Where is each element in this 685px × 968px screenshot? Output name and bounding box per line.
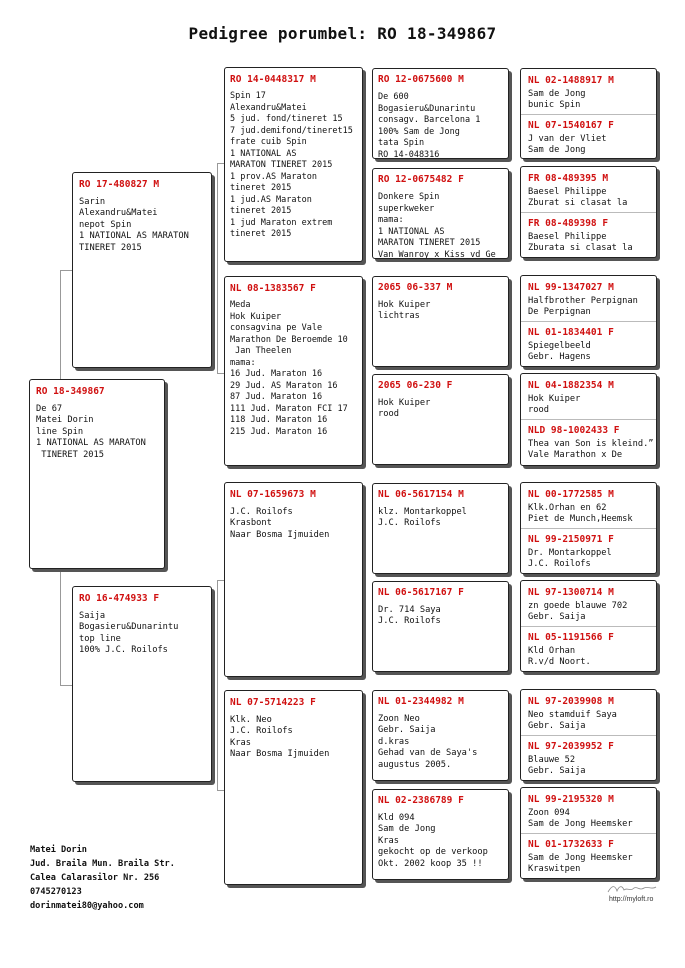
connector-line [217, 790, 224, 791]
gen4-id: NLD 98-1002433 F [528, 425, 620, 436]
great-grandparent-card[interactable] [372, 483, 509, 574]
gen4-id: NL 97-1300714 M [528, 587, 614, 598]
connector-line [217, 373, 224, 374]
grandparent-card[interactable] [224, 482, 363, 677]
gen4-id: NL 97-2039908 M [528, 696, 614, 707]
owner-name: Matei Dorin [30, 845, 87, 855]
great-grandparent-id: RO 12-0675600 M [378, 74, 464, 85]
gen4-card[interactable] [520, 689, 657, 781]
grandparent-card[interactable] [224, 276, 363, 466]
sire-text: Sarin Alexandru&Matei nepot Spin 1 NATIONAL AS MARATON TINERET 2015 [79, 197, 189, 253]
gen4-text: Thea van Son is kleind.” Vale Marathon x De [528, 439, 654, 461]
great-grandparent-id: NL 02-2386789 F [378, 795, 464, 806]
gen4-text: Sam de Jong bunic Spin [528, 89, 586, 111]
gen4-text: Baesel Philippe Zburat si clasat la [528, 187, 628, 209]
great-grandparent-card[interactable] [372, 168, 509, 259]
great-grandparent-id: NL 01-2344982 M [378, 696, 464, 707]
sire-card[interactable] [72, 172, 212, 368]
great-grandparent-text: Hok Kuiper rood [378, 398, 431, 420]
gen4-card[interactable] [520, 166, 657, 258]
gen4-id: NL 05-1191566 F [528, 632, 614, 643]
owner-address-line1: Jud. Braila Mun. Braila Str. [30, 859, 175, 869]
owner-contact [30, 843, 175, 913]
gen4-text: Sam de Jong Heemsker Kraswitpen [528, 853, 633, 875]
great-grandparent-card[interactable] [372, 68, 509, 159]
gen4-id: NL 99-2150971 F [528, 534, 614, 545]
subject-id: RO 18-349867 [36, 386, 105, 397]
gen4-id: NL 00-1772585 M [528, 489, 614, 500]
great-grandparent-text: Hok Kuiper lichtras [378, 300, 431, 322]
gen4-text: Halfbrother Perpignan De Perpignan [528, 296, 638, 318]
gen4-text: Spiegelbeeld Gebr. Hagens [528, 341, 591, 363]
gen4-id: NL 01-1834401 F [528, 327, 614, 338]
owner-phone: 0745270123 [30, 887, 82, 897]
gen4-id: NL 04-1882354 M [528, 380, 614, 391]
great-grandparent-text: klz. Montarkoppel J.C. Roilofs [378, 507, 467, 529]
great-grandparent-card[interactable] [372, 789, 509, 880]
great-grandparent-text: Dr. 714 Saya J.C. Roilofs [378, 605, 441, 627]
subject-text: De 67 Matei Dorin line Spin 1 NATIONAL AS MARATON TINERET 2015 [36, 404, 146, 460]
connector-line [60, 685, 72, 686]
gen4-id: NL 07-1540167 F [528, 120, 614, 131]
gen4-text: Dr. Montarkoppel J.C. Roilofs [528, 548, 612, 570]
gen4-card[interactable] [520, 787, 657, 879]
great-grandparent-text: Donkere Spin superkweker mama: 1 NATIONAL AS MARATON TINERET 2015 Van Wanroy x Kiss vd Ge [378, 192, 496, 259]
connector-line [217, 580, 224, 581]
page-title: Pedigree porumbel: RO 18-349867 [188, 24, 497, 43]
owner-address-line2: Calea Calarasilor Nr. 256 [30, 873, 160, 883]
great-grandparent-id: 2065 06-337 M [378, 282, 453, 293]
great-grandparent-id: NL 06-5617154 M [378, 489, 464, 500]
gen4-text: Klk.Orhan en 62 Piet de Munch,Heemsk [528, 503, 633, 525]
gen4-id: NL 99-2195320 M [528, 794, 614, 805]
connector-line [60, 270, 72, 271]
connector-line [217, 580, 218, 790]
grandparent-text: Spin 17 Alexandru&Matei 5 jud. fond/tineret 15 7 jud.demifond/tineret15 frate cuib Spin 1 NATIONAL AS MARATON TINERET 2015 1 prov.AS Maraton tineret 2015 1 jud.AS Maraton tineret 2015 1 jud Maraton extrem tineret 2015 [230, 91, 353, 239]
gen4-id: NL 99-1347027 M [528, 282, 614, 293]
gen4-text: Hok Kuiper rood [528, 394, 581, 416]
great-grandparent-id: 2065 06-230 F [378, 380, 453, 391]
great-grandparent-card[interactable] [372, 690, 509, 781]
gen4-text: Neo stamduif Saya Gebr. Saija [528, 710, 617, 732]
gen4-id: FR 08-489395 M [528, 173, 609, 184]
great-grandparent-id: RO 12-0675482 F [378, 174, 464, 185]
great-grandparent-card[interactable] [372, 374, 509, 465]
gen4-text: zn goede blauwe 702 Gebr. Saija [528, 601, 628, 623]
gen4-text: Blauwe 52 Gebr. Saija [528, 755, 586, 777]
owner-email[interactable]: dorinmatei80@yahoo.com [30, 901, 144, 911]
logo-url[interactable]: http://myloft.ro [609, 896, 654, 903]
connector-line [217, 163, 218, 373]
gen4-id: NL 97-2039952 F [528, 741, 614, 752]
gen4-card[interactable] [520, 68, 657, 159]
great-grandparent-id: NL 06-5617167 F [378, 587, 464, 598]
grandparent-id: NL 08-1383567 F [230, 283, 316, 294]
great-grandparent-card[interactable] [372, 276, 509, 367]
grandparent-id: NL 07-5714223 F [230, 697, 316, 708]
dam-id: RO 16-474933 F [79, 593, 160, 604]
dam-card[interactable] [72, 586, 212, 782]
gen4-id: NL 01-1732633 F [528, 839, 614, 850]
grandparent-text: Klk. Neo J.C. Roilofs Kras Naar Bosma Ijmuiden [230, 715, 330, 760]
gen4-id: NL 02-1488917 M [528, 75, 614, 86]
myloft-logo [606, 883, 658, 895]
grandparent-text: J.C. Roilofs Krasbont Naar Bosma Ijmuiden [230, 507, 330, 540]
gen4-text: Kld Orhan R.v/d Noort. [528, 646, 591, 668]
great-grandparent-text: Kld 094 Sam de Jong Kras gekocht op de verkoop Okt. 2002 koop 35 !! [378, 813, 488, 869]
grandparent-id: NL 07-1659673 M [230, 489, 316, 500]
connector-line [217, 163, 224, 164]
gen4-card[interactable] [520, 275, 657, 367]
dam-text: Saija Bogasieru&Dunarintu top line 100% J.C. Roilofs [79, 611, 179, 656]
gen4-text: J van der Vliet Sam de Jong [528, 134, 607, 156]
grandparent-card[interactable] [224, 67, 363, 262]
great-grandparent-text: Zoon Neo Gebr. Saija d.kras Gehad van de Saya's augustus 2005. [378, 714, 478, 770]
grandparent-id: RO 14-0448317 M [230, 74, 316, 85]
gen4-card[interactable] [520, 482, 657, 574]
grandparent-text: Meda Hok Kuiper consagvina pe Vale Marathon De Beroemde 10 Jan Theelen mama: 16 Jud. Maraton 16 29 Jud. AS Maraton 16 87 Jud. Maraton 16 111 Jud. Maraton FCI 17 118 Jud. Maraton 16 215 Jud. Maraton 16 [230, 300, 348, 437]
gen4-text: Baesel Philippe Zburata si clasat la [528, 232, 633, 254]
subject-card[interactable] [29, 379, 165, 569]
gen4-card[interactable] [520, 580, 657, 672]
great-grandparent-text: De 600 Bogasieru&Dunarintu consagv. Barcelona 1 100% Sam de Jong tata Spin RO 14-048316 [378, 92, 481, 159]
great-grandparent-card[interactable] [372, 581, 509, 672]
grandparent-card[interactable] [224, 690, 363, 885]
sire-id: RO 17-480827 M [79, 179, 160, 190]
gen4-id: FR 08-489398 F [528, 218, 609, 229]
gen4-text: Zoon 094 Sam de Jong Heemsker [528, 808, 633, 830]
gen4-card[interactable] [520, 373, 657, 466]
